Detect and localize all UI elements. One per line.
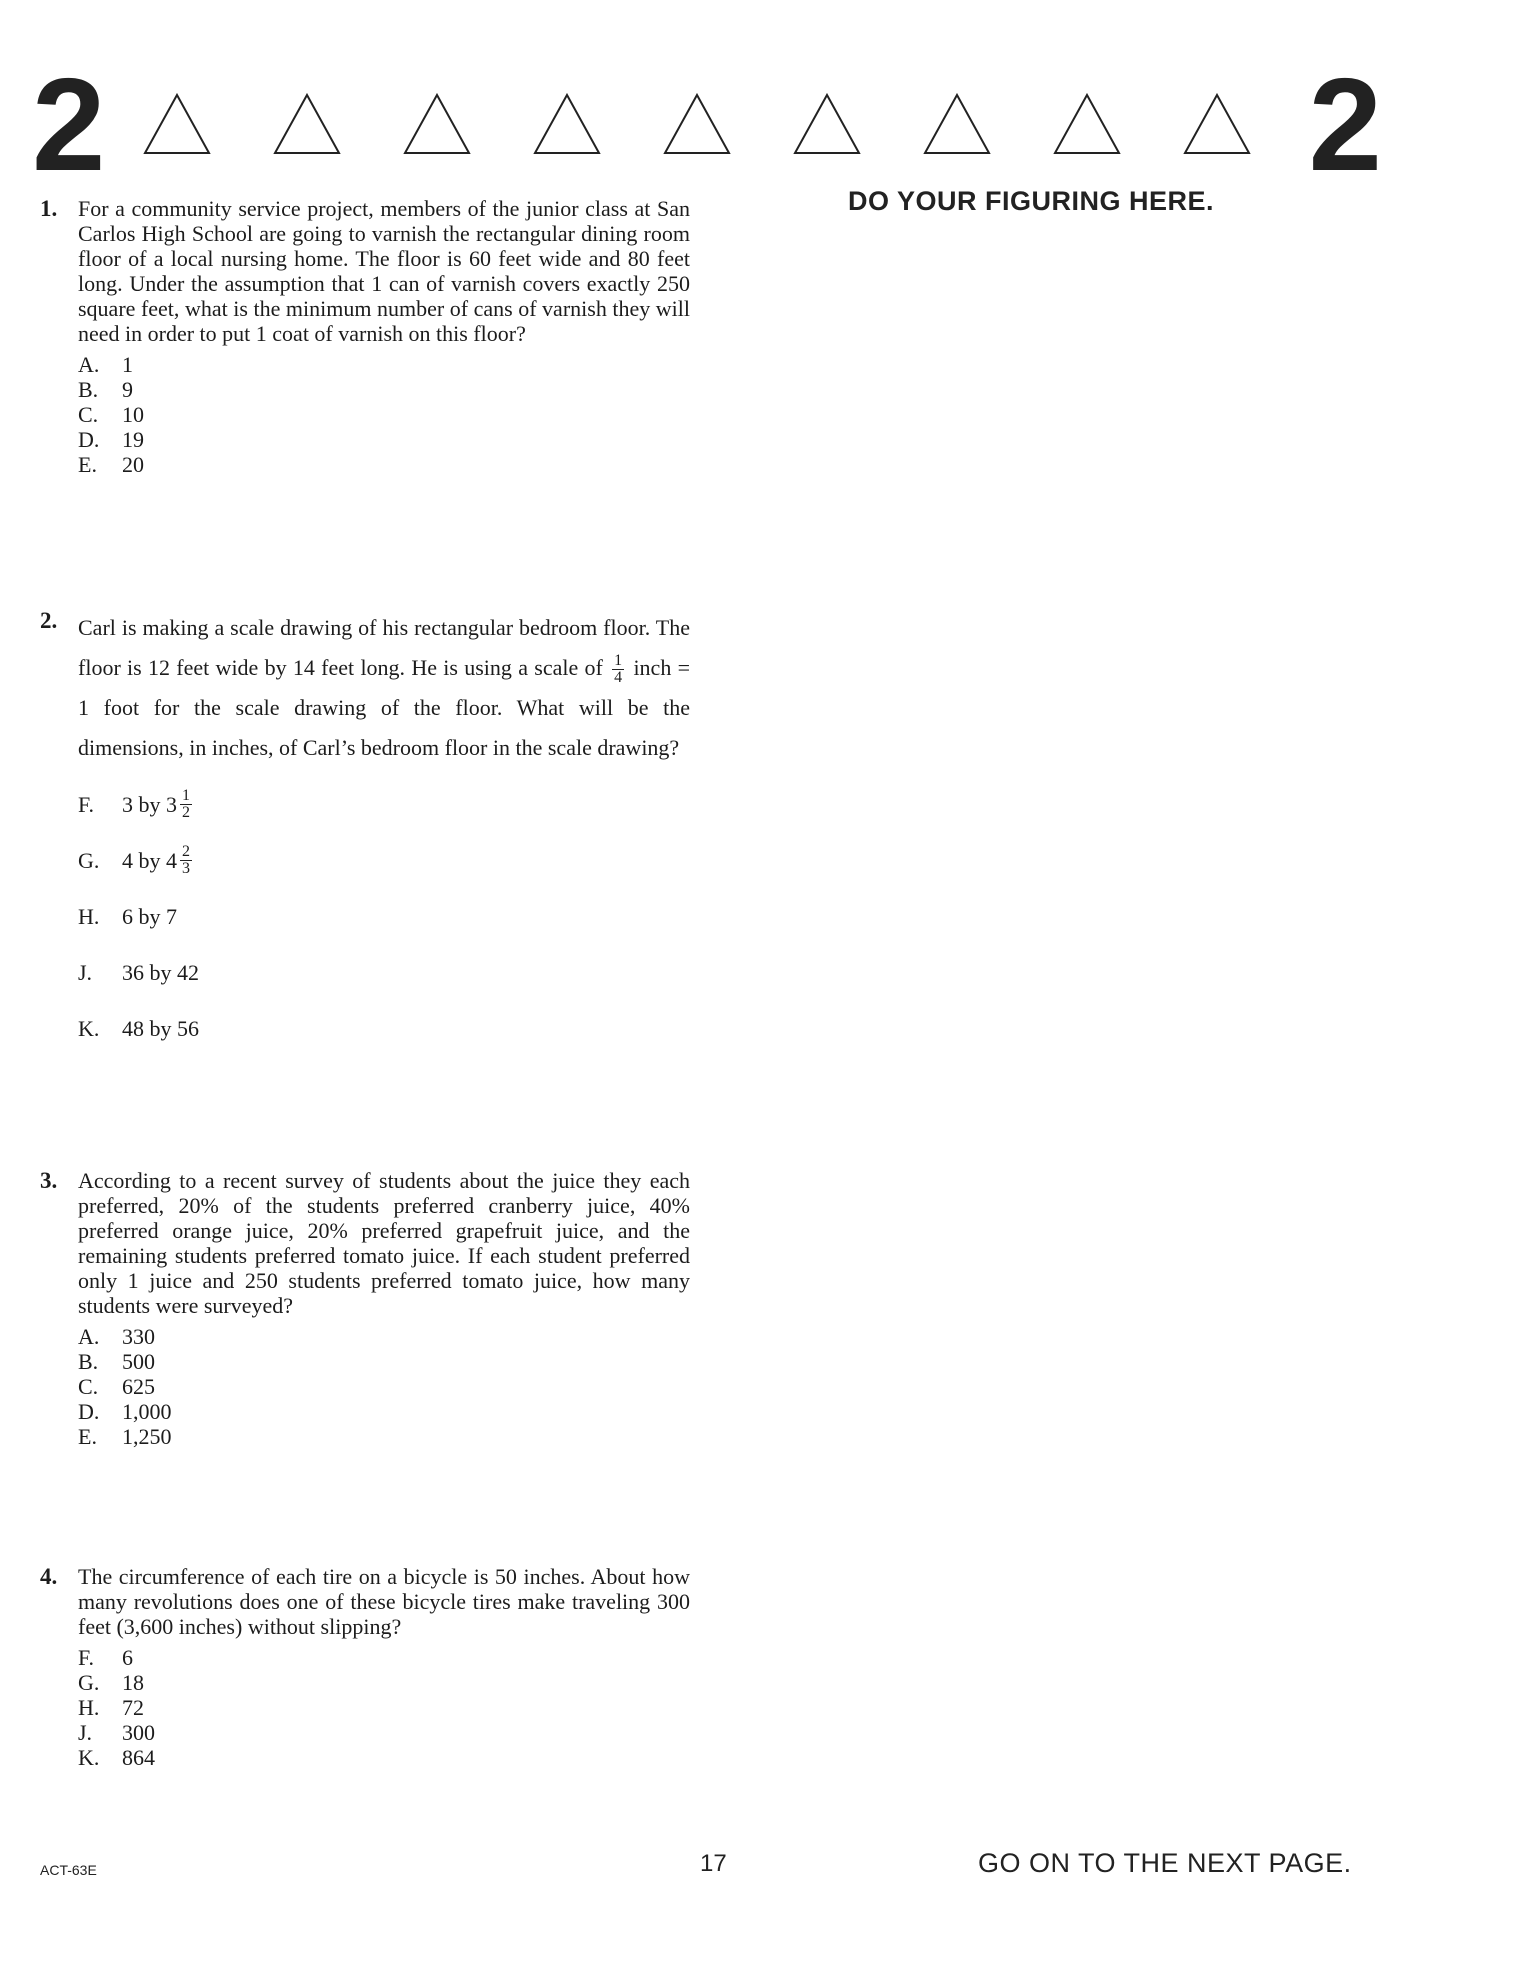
answer-choices: [78, 776, 690, 1056]
answer-choice-b[interactable]: [78, 377, 690, 402]
fraction-denominator: 4: [614, 669, 623, 687]
question-text: For a community service project, members of the junior class at San Carlos High School are going to varnish the rectangular dining room floor of a local nursing home. The floor is 60 feet wide and 80 feet long. Under the assumption that 1 can of varnish covers exactly 250 square feet, what is the minimum number of cans of varnish they will need in order to put 1 coat of varnish on this floor?: [78, 196, 690, 346]
choice-letter: K.: [78, 1745, 100, 1770]
form-code: ACT-63E: [40, 1862, 97, 1878]
answer-choice-c[interactable]: [78, 1374, 690, 1399]
answer-choice-g[interactable]: [78, 1670, 690, 1695]
triangle-outline-icon: [1052, 92, 1122, 156]
choice-value: 500: [122, 1349, 155, 1374]
answer-choice-j[interactable]: [78, 1720, 690, 1745]
answer-choice-e[interactable]: [78, 1424, 690, 1449]
choice-letter: D.: [78, 1399, 100, 1424]
choice-letter: C.: [78, 1374, 99, 1399]
triangle-row: [142, 92, 1292, 172]
choice-value: 3 by 3: [122, 791, 177, 817]
answer-choice-a[interactable]: [78, 1324, 690, 1349]
question-number: 3.: [40, 1168, 58, 1193]
choice-value: 10: [122, 402, 144, 427]
figuring-area-label: DO YOUR FIGURING HERE.: [848, 186, 1215, 216]
choice-value: 48 by 56: [122, 1015, 199, 1041]
triangle-outline-icon: [792, 92, 862, 156]
answer-choice-a[interactable]: [78, 352, 690, 377]
choice-value: 18: [122, 1670, 144, 1695]
choice-value: 6: [122, 1645, 133, 1670]
fraction-numerator: 2: [182, 842, 190, 860]
answer-choice-e[interactable]: [78, 452, 690, 477]
choice-letter: B.: [78, 1349, 99, 1374]
question-text-part-2: inch = 1 foot for the scale drawing of the floor. What will be the dimensions, in inches, of Carl’s bedroom floor in the scale drawing?: [78, 655, 691, 760]
choice-letter: E.: [78, 1424, 97, 1449]
triangle-outline-icon: [402, 92, 472, 156]
choice-value: 300: [122, 1720, 155, 1745]
answer-choice-d[interactable]: [78, 427, 690, 452]
section-number-right: 2: [1308, 51, 1382, 198]
question-number: 1.: [40, 196, 58, 221]
choice-value: 1,250: [122, 1424, 172, 1449]
section-number-left: 2: [32, 51, 106, 198]
choice-value: 19: [122, 427, 144, 452]
choice-letter: J.: [78, 1720, 93, 1745]
triangle-outline-icon: [272, 92, 342, 156]
question-text: According to a recent survey of students about the juice they each preferred, 20% of the students preferred cranberry juice, 40% preferred orange juice, 20% preferred grapefruit juice, and the remaining students preferred tomato juice. If each student preferred only 1 juice and 250 students preferred tomato juice, how many students were surveyed?: [78, 1168, 690, 1318]
question-1: [40, 196, 690, 477]
choice-value: 9: [122, 377, 133, 402]
triangle-outline-icon: [1182, 92, 1252, 156]
question-text-part-1: Carl is making a scale drawing of his rectangular bedroom floor. The floor is 12 feet wide by 14 feet long. He is using a scale of: [78, 615, 690, 680]
choice-letter: F.: [78, 1645, 94, 1670]
question-text: [78, 608, 690, 768]
question-number: 2.: [40, 608, 58, 633]
choice-value: 330: [122, 1324, 155, 1349]
section-header: [32, 51, 1382, 198]
choice-value: 625: [122, 1374, 155, 1399]
answer-choice-f[interactable]: [78, 776, 690, 832]
answer-choice-c[interactable]: [78, 402, 690, 427]
triangle-outline-icon: [662, 92, 732, 156]
fraction-denominator: 2: [182, 803, 190, 821]
choice-value: 864: [122, 1745, 155, 1770]
triangle-outline-icon: [922, 92, 992, 156]
choice-fraction: [180, 844, 192, 877]
answer-choices: [78, 1645, 690, 1770]
choice-fraction: [180, 788, 192, 821]
choice-letter: E.: [78, 452, 97, 477]
choice-letter: H.: [78, 1695, 100, 1720]
question-4: [40, 1564, 690, 1770]
choice-value: 72: [122, 1695, 144, 1720]
choice-letter: K.: [78, 1015, 100, 1041]
triangle-outline-icon: [142, 92, 212, 156]
answer-choice-d[interactable]: [78, 1399, 690, 1424]
answer-choices: [78, 352, 690, 477]
answer-choice-k[interactable]: [78, 1745, 690, 1770]
go-on-instruction: GO ON TO THE NEXT PAGE.: [978, 1848, 1352, 1878]
question-3: [40, 1168, 690, 1449]
choice-value: 20: [122, 452, 144, 477]
fraction-numerator: 1: [182, 786, 190, 804]
page-number: 17: [700, 1850, 727, 1877]
choice-letter: B.: [78, 377, 99, 402]
choice-value: 1: [122, 352, 133, 377]
choice-letter: G.: [78, 1670, 100, 1695]
question-number: 4.: [40, 1564, 58, 1589]
triangle-outline-icon: [532, 92, 602, 156]
answer-choices: [78, 1324, 690, 1449]
choice-letter: A.: [78, 352, 100, 377]
choice-value: 36 by 42: [122, 959, 199, 985]
choice-letter: D.: [78, 427, 100, 452]
answer-choice-f[interactable]: [78, 1645, 690, 1670]
choice-letter: F.: [78, 791, 94, 817]
answer-choice-k[interactable]: [78, 1000, 690, 1056]
fraction-numerator: 1: [614, 652, 623, 670]
question-2: [40, 608, 690, 1056]
answer-choice-h[interactable]: [78, 888, 690, 944]
answer-choice-b[interactable]: [78, 1349, 690, 1374]
choice-letter: H.: [78, 903, 100, 929]
fraction-denominator: 3: [182, 859, 190, 877]
choice-value: 1,000: [122, 1399, 172, 1424]
choice-letter: G.: [78, 847, 100, 873]
choice-letter: A.: [78, 1324, 100, 1349]
choice-letter: J.: [78, 959, 93, 985]
question-text: The circumference of each tire on a bicycle is 50 inches. About how many revolutions does one of these bicycle tires make traveling 300 feet (3,600 inches) without slipping?: [78, 1564, 690, 1639]
answer-choice-h[interactable]: [78, 1695, 690, 1720]
answer-choice-g[interactable]: [78, 832, 690, 888]
choice-letter: C.: [78, 402, 99, 427]
choice-value: 6 by 7: [122, 903, 177, 929]
answer-choice-j[interactable]: [78, 944, 690, 1000]
choice-value: 4 by 4: [122, 847, 177, 873]
scale-fraction: [612, 653, 624, 686]
